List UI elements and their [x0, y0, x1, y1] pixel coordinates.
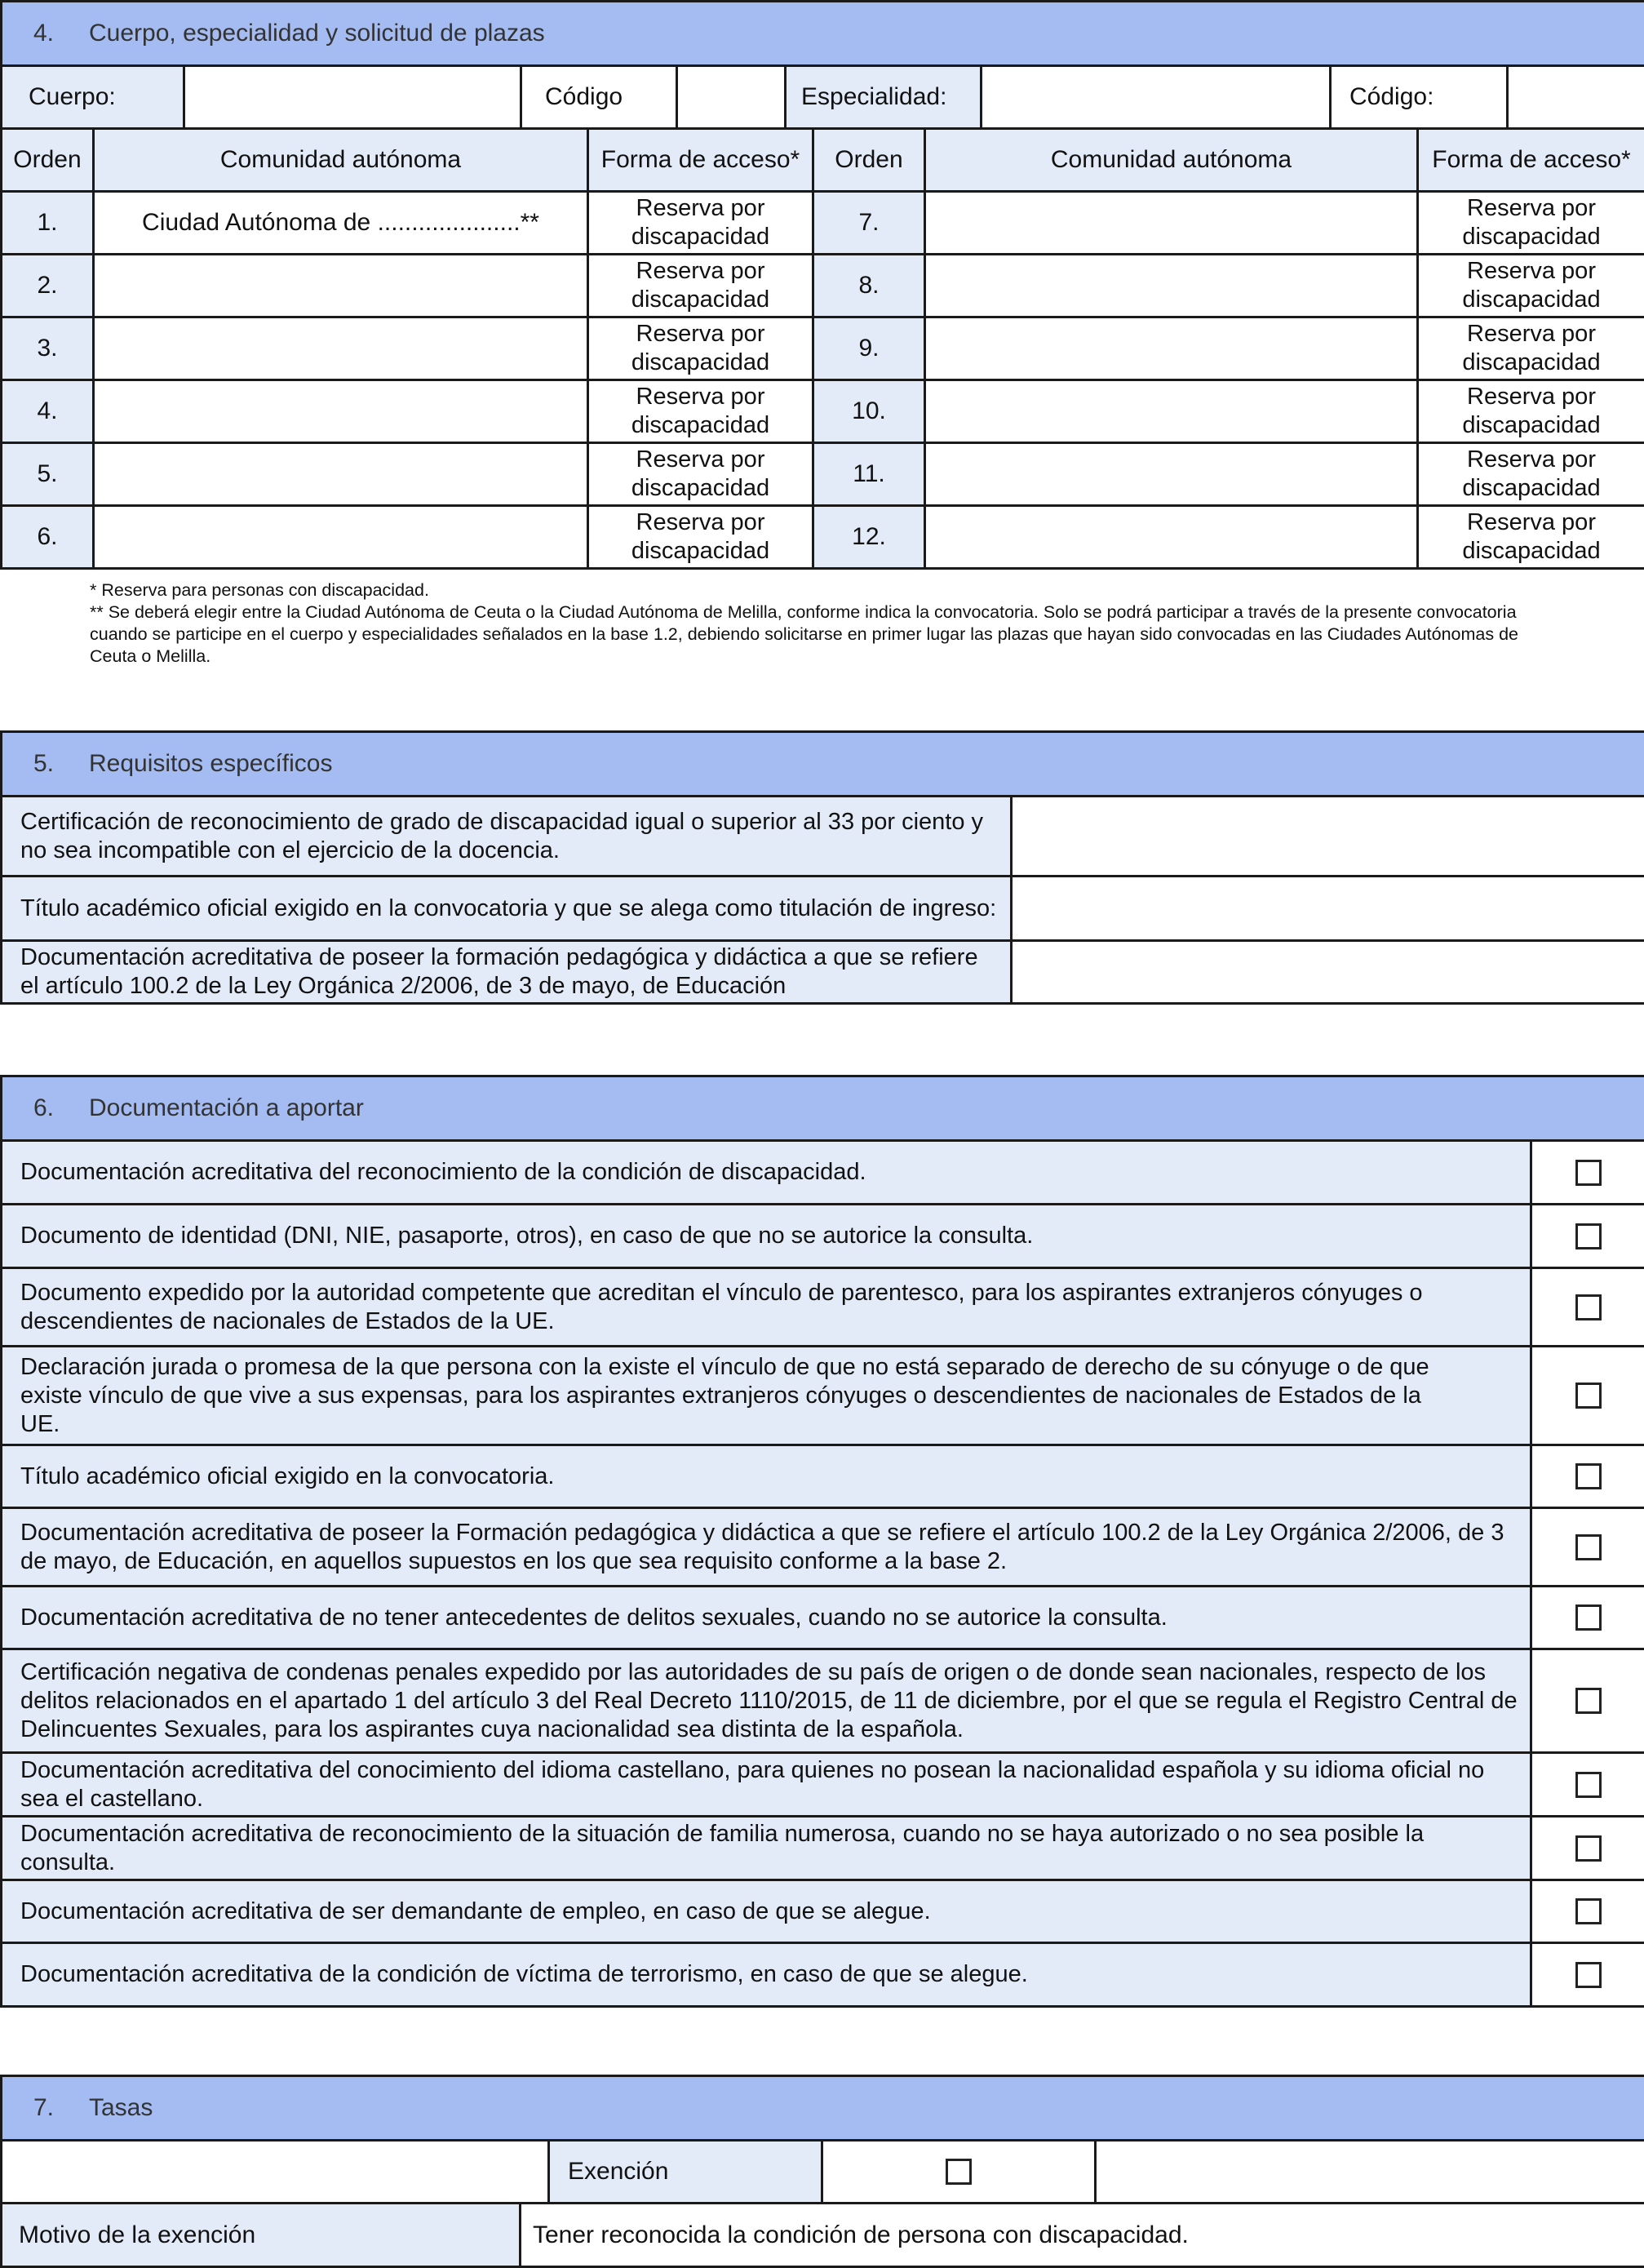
orden-cell: 10. [813, 380, 925, 443]
footnotes [90, 579, 1542, 668]
exencion-label: Exención [549, 2141, 822, 2204]
documento-label: Documento de identidad (DNI, NIE, pasaporte, otros), en caso de que no se autorice la consulta. [2, 1205, 1531, 1268]
comunidad-cell[interactable] [94, 380, 588, 443]
cuerpo-field[interactable] [184, 66, 521, 129]
documento-check-cell [1531, 1649, 1644, 1753]
cuerpo-label: Cuerpo: [2, 66, 184, 129]
requisito-label: Título académico oficial exigido en la convocatoria y que se alega como titulación de ingreso: [2, 877, 1012, 941]
documento-checkbox[interactable] [1575, 1383, 1602, 1409]
col-forma-left: Forma de acceso* [588, 129, 813, 192]
cuerpo-especialidad-row [0, 64, 1644, 130]
documento-check-cell [1531, 1753, 1644, 1817]
forma-cell: Reserva por discapacidad [1418, 255, 1644, 317]
exencion-checkbox[interactable] [946, 2159, 972, 2185]
table-row [2, 317, 1644, 380]
orden-cell: 9. [813, 317, 925, 380]
documento-check-cell [1531, 1347, 1644, 1445]
documento-label: Documentación acreditativa de ser demandante de empleo, en caso de que se alegue. [2, 1880, 1531, 1943]
col-orden-left: Orden [2, 129, 94, 192]
documento-row [2, 1817, 1644, 1880]
comunidad-cell[interactable] [925, 192, 1418, 255]
documento-row [2, 1753, 1644, 1817]
orden-cell: 7. [813, 192, 925, 255]
section-6-header [2, 1076, 1644, 1141]
forma-cell: Reserva por discapacidad [588, 380, 813, 443]
documento-check-cell [1531, 1508, 1644, 1587]
orden-cell: 2. [2, 255, 94, 317]
requisito-label: Certificación de reconocimiento de grado de discapacidad igual o superior al 33 por ciento y no sea incompatible con el ejercicio de la docencia. [2, 797, 1012, 877]
documento-label: Título académico oficial exigido en la convocatoria. [2, 1445, 1531, 1508]
orden-cell: 12. [813, 506, 925, 569]
motivo-label: Motivo de la exención [2, 2204, 521, 2267]
section-6-title: Documentación a aportar [89, 1094, 364, 1121]
documento-row [2, 1880, 1644, 1943]
documento-label: Declaración jurada o promesa de la que persona con la existe el vínculo de que no está separado de derecho de su cónyuge o de que existe vínculo de que vive a sus expensas, para los aspirantes extranjeros cónyuges o descendientes de nacionales de Estados de la UE. [2, 1347, 1531, 1445]
table-row [2, 506, 1644, 569]
plazas-header-row [2, 129, 1644, 192]
section-5-number: 5. [33, 750, 89, 778]
col-comunidad-left: Comunidad autónoma [94, 129, 588, 192]
table-row [2, 380, 1644, 443]
documento-check-cell [1531, 1445, 1644, 1508]
motivo-value: Tener reconocida la condición de persona con discapacidad. [521, 2204, 1644, 2267]
documento-check-cell [1531, 1205, 1644, 1268]
documento-checkbox[interactable] [1575, 1463, 1602, 1489]
col-orden-right: Orden [813, 129, 925, 192]
documento-label: Documentación acreditativa de poseer la Formación pedagógica y didáctica a que se refiere el artículo 100.2 de la Ley Orgánica 2/2006, de 3 de mayo, de Educación, en aquellos supuestos en los que sea requisito conforme a la base 2. [2, 1508, 1531, 1587]
codigo-label: Código [521, 66, 677, 129]
documento-row [2, 1649, 1644, 1753]
documento-check-cell [1531, 1587, 1644, 1649]
requisito-row [2, 941, 1644, 1004]
especialidad-label: Especialidad: [786, 66, 982, 129]
section-7-title: Tasas [89, 2094, 153, 2121]
comunidad-cell[interactable] [94, 443, 588, 506]
documento-label: Documentación acreditativa del conocimiento del idioma castellano, para quienes no posean la nacionalidad española y su idioma oficial no sea el castellano. [2, 1753, 1531, 1817]
documento-check-cell [1531, 1817, 1644, 1880]
documento-checkbox[interactable] [1575, 1835, 1602, 1862]
documento-row [2, 1445, 1644, 1508]
orden-cell: 4. [2, 380, 94, 443]
orden-cell: 8. [813, 255, 925, 317]
requisito-label: Documentación acreditativa de poseer la formación pedagógica y didáctica a que se refiere el artículo 100.2 de la Ley Orgánica 2/2006, de 3 de mayo, de Educación [2, 941, 1012, 1004]
forma-cell: Reserva por discapacidad [588, 506, 813, 569]
orden-cell: 5. [2, 443, 94, 506]
documento-label: Documentación acreditativa del reconocimiento de la condición de discapacidad. [2, 1141, 1531, 1205]
documento-checkbox[interactable] [1575, 1688, 1602, 1714]
table-row [2, 255, 1644, 317]
forma-cell: Reserva por discapacidad [1418, 380, 1644, 443]
section-5-table [0, 730, 1644, 1005]
forma-cell: Reserva por discapacidad [1418, 317, 1644, 380]
comunidad-cell[interactable] [94, 255, 588, 317]
documento-checkbox[interactable] [1575, 1534, 1602, 1560]
orden-cell: 11. [813, 443, 925, 506]
orden-cell: 3. [2, 317, 94, 380]
section-6-table [0, 1075, 1644, 2008]
comunidad-cell[interactable] [925, 443, 1418, 506]
documento-check-cell [1531, 1880, 1644, 1943]
footnote-1: * Reserva para personas con discapacidad. [90, 579, 1542, 601]
section-4-table [0, 0, 1644, 67]
col-forma-right: Forma de acceso* [1418, 129, 1644, 192]
documento-label: Documentación acreditativa de reconocimiento de la situación de familia numerosa, cuando no se haya autorizado o no sea posible la consulta. [2, 1817, 1531, 1880]
documento-row [2, 1268, 1644, 1347]
tasas-empty-cell [2, 2141, 549, 2204]
forma-cell: Reserva por discapacidad [1418, 506, 1644, 569]
comunidad-cell[interactable] [925, 317, 1418, 380]
table-row [2, 443, 1644, 506]
documento-checkbox[interactable] [1575, 1604, 1602, 1631]
requisito-row [2, 797, 1644, 877]
section-7-number: 7. [33, 2094, 89, 2122]
documento-checkbox[interactable] [1575, 1160, 1602, 1186]
documento-check-cell [1531, 1943, 1644, 2007]
requisito-row [2, 877, 1644, 941]
documento-row [2, 1943, 1644, 2007]
documento-label: Documentación acreditativa de no tener antecedentes de delitos sexuales, cuando no se autorice la consulta. [2, 1587, 1531, 1649]
requisito-field[interactable] [1012, 797, 1644, 877]
documento-row [2, 1508, 1644, 1587]
codigo-field[interactable] [677, 66, 786, 129]
comunidad-cell[interactable] [94, 506, 588, 569]
documento-row [2, 1141, 1644, 1205]
section-5-header [2, 732, 1644, 797]
exencion-row [2, 2141, 1644, 2204]
comunidad-cell[interactable] [925, 255, 1418, 317]
documento-check-cell [1531, 1268, 1644, 1347]
codigo-especialidad-field[interactable] [1508, 66, 1644, 129]
especialidad-field[interactable] [982, 66, 1331, 129]
section-7-table [0, 2075, 1644, 2268]
motivo-row [2, 2204, 1644, 2267]
documento-label: Certificación negativa de condenas penales expedido por las autoridades de su país de origen o de donde sean nacionales, respecto de los delitos relacionados en el apartado 1 del artículo 3 del Real Decreto 1110/2015, de 11 de diciembre, por el que se regula el Registro Central de Delincuentes Sexuales, para los aspirantes cuya nacionalidad sea distinta de la española. [2, 1649, 1531, 1753]
documento-checkbox[interactable] [1575, 1772, 1602, 1798]
documento-checkbox[interactable] [1575, 1962, 1602, 1988]
section-4-header [2, 2, 1644, 66]
forma-cell: Reserva por discapacidad [588, 192, 813, 255]
forma-cell: Reserva por discapacidad [1418, 192, 1644, 255]
comunidad-cell[interactable]: Ciudad Autónoma de .....................** [94, 192, 588, 255]
documento-checkbox[interactable] [1575, 1898, 1602, 1924]
forma-cell: Reserva por discapacidad [588, 255, 813, 317]
documento-label: Documentación acreditativa de la condición de víctima de terrorismo, en caso de que se alegue. [2, 1943, 1531, 2007]
plazas-table [0, 127, 1644, 570]
section-7-header [2, 2076, 1644, 2141]
forma-cell: Reserva por discapacidad [1418, 443, 1644, 506]
section-5-title: Requisitos específicos [89, 750, 332, 777]
documento-checkbox[interactable] [1575, 1294, 1602, 1320]
section-4-number: 4. [33, 20, 89, 47]
documento-row [2, 1205, 1644, 1268]
orden-cell: 6. [2, 506, 94, 569]
documento-label: Documento expedido por la autoridad competente que acreditan el vínculo de parentesco, para los aspirantes extranjeros cónyuges o descendientes de nacionales de Estados de la UE. [2, 1268, 1531, 1347]
exencion-extra-field[interactable] [1096, 2141, 1644, 2204]
orden-cell: 1. [2, 192, 94, 255]
section-4-title: Cuerpo, especialidad y solicitud de plazas [89, 20, 545, 47]
documento-row [2, 1347, 1644, 1445]
col-comunidad-right: Comunidad autónoma [925, 129, 1418, 192]
footnote-2: ** Se deberá elegir entre la Ciudad Autónoma de Ceuta o la Ciudad Autónoma de Melilla, conforme indica la convocatoria. Solo se podrá participar a través de la presente convocatoria cuando se participe en el cuerpo y especialidades señalados en la base 1.2, debiendo solicitarse en primer lugar las plazas que hayan sido convocadas en las Ciudades Autónomas de Ceuta o Melilla. [90, 601, 1542, 668]
section-6-number: 6. [33, 1094, 89, 1122]
requisito-field[interactable] [1012, 877, 1644, 941]
documento-checkbox[interactable] [1575, 1223, 1602, 1249]
comunidad-cell[interactable] [94, 317, 588, 380]
documento-check-cell [1531, 1141, 1644, 1205]
comunidad-cell[interactable] [925, 380, 1418, 443]
codigo-especialidad-label: Código: [1331, 66, 1508, 129]
forma-cell: Reserva por discapacidad [588, 317, 813, 380]
requisito-field[interactable] [1012, 941, 1644, 1004]
table-row [2, 192, 1644, 255]
documento-row [2, 1587, 1644, 1649]
comunidad-cell[interactable] [925, 506, 1418, 569]
exencion-check-cell [822, 2141, 1096, 2204]
forma-cell: Reserva por discapacidad [588, 443, 813, 506]
